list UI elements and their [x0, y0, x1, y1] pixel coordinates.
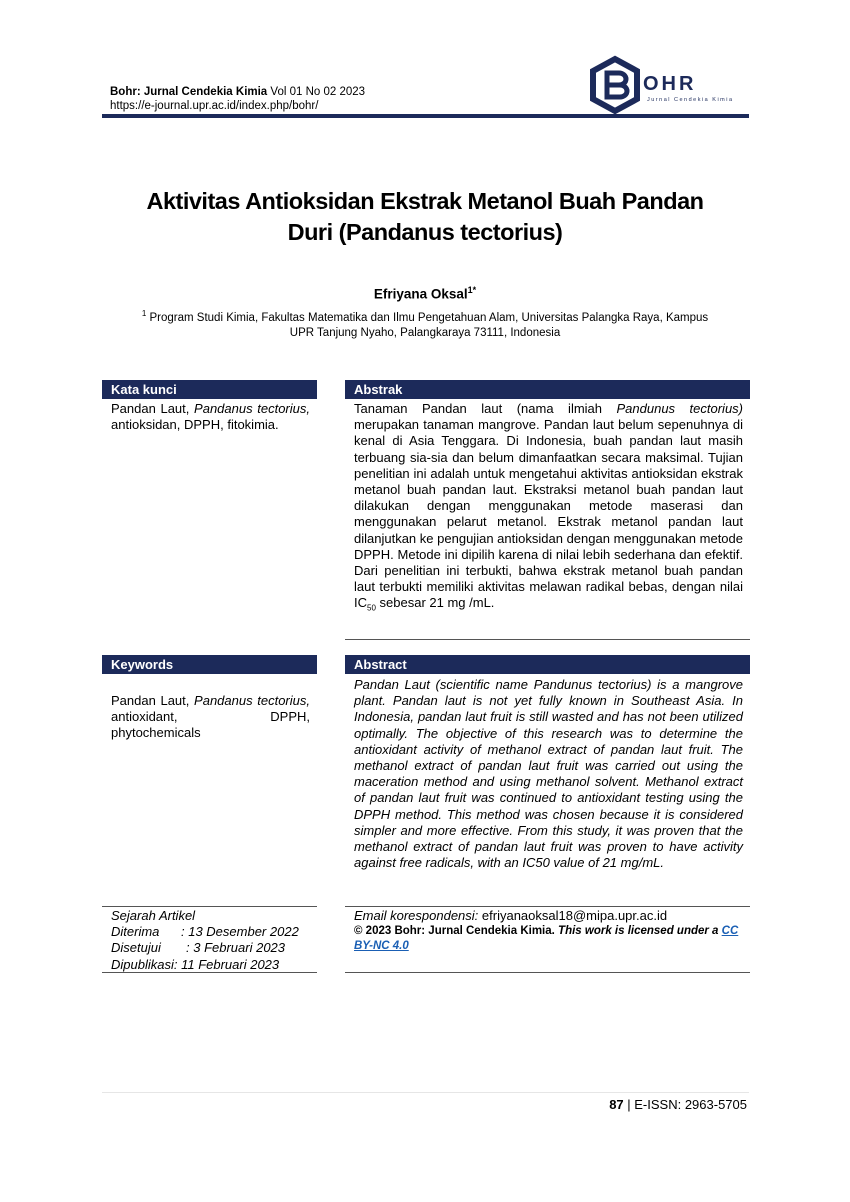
article-title	[100, 186, 750, 248]
abstrak-text: Tanaman Pandan laut (nama ilmiah Pandunus tectorius) merupakan tanaman mangrove. Pandan laut belum sepenuhnya di kenal di Asia Tenggara. Di Indonesia, buah pandan laut masih terbuang sia-sia dan belum dimanfaatkan secara maksimal. Tujian penelitian ini adalah untuk mengetahui aktivitas antioksidan ekstrak metanol buah pandan laut. Ekstraksi metanol buah pandan laut dilakukan dengan menggunakan metode maserasi dan menggunakan pelarut metanol. Ekstrak metanol pandan laut dilanjutkan ke pengujian antioksidan dengan menggunakan metode DPPH. Metode ini dipilih karena di nilai lebih sederhana dan efektif. Dari penelitian ini terbukti, bahwa ekstrak metanol buah pandan laut terbukti memiliki aktivitas melawan radikal bebas, dengan nilai $IC_{50}$ sebesar 21 mg /mL.	[354, 401, 743, 614]
kata-kunci-header: Kata kunci	[102, 380, 317, 399]
license-text: This work is licensed under a	[558, 925, 722, 937]
title-line-1: Aktivitas Antioksidan Ekstrak Metanol Buah Pandan	[146, 188, 704, 214]
affiliation	[102, 306, 748, 341]
header-rule	[102, 114, 749, 118]
page-footer	[450, 1097, 747, 1112]
email-address[interactable]: efriyanaoksal18@mipa.upr.ac.id	[478, 908, 668, 923]
history-rule-top	[102, 906, 317, 907]
abstrak-rule	[345, 639, 750, 640]
logo-subtitle: Jurnal Cendekia Kimia	[647, 97, 734, 103]
correspondence	[354, 908, 749, 924]
history-title: Sejarah Artikel	[111, 908, 196, 923]
received-label: Diterima	[111, 924, 160, 940]
keywords-header: Keywords	[102, 655, 317, 674]
affiliation-line-2: UPR Tanjung Nyaho, Palangkaraya 73111, Indonesia	[289, 326, 561, 339]
license-link[interactable]: CC BY-NC 4.0	[354, 925, 739, 952]
author	[100, 285, 750, 302]
abstract-header: Abstract	[345, 655, 750, 674]
page-number: 87	[609, 1097, 624, 1112]
correspondence-rule-top	[345, 906, 750, 907]
author-mark: 1*	[467, 285, 477, 295]
license	[354, 924, 749, 954]
title-line-2: Duri (Pandanus tectorius)	[287, 219, 563, 245]
accepted-value: : 3 Februari 2023	[186, 940, 286, 956]
issn: | E-ISSN: 2963-5705	[623, 1097, 747, 1112]
logo-text: OHR	[643, 73, 697, 95]
bohr-logo	[585, 55, 750, 115]
abstract-text: Pandan Laut (scientific name Pandunus tectorius) is a mangrove plant. Pandan laut is not yet fully known in Southeast Asia. In Indonesia, pandan laut fruit is still wasted and has not been utilized optimally. The objective of this research was to determine the antioxidant activity of methanol extract of pandan laut fruit. The methanol extract of pandan laut fruit was carried out using the maceration method and using methanol solvent. Methanol extract of pandan laut fruit was continued to antioxidant testing using the DPPH method. This method was chosen because it is considered simpler and more effective. From this study, it was proven that the methanol extract of pandan laut fruit was proven to have activity against free radicals, with an IC50 value of 21 mg/mL.	[354, 677, 743, 871]
journal-url[interactable]: https://e-journal.upr.ac.id/index.php/bohr/	[110, 100, 319, 112]
article-history	[111, 908, 316, 973]
abstrak-header: Abstrak	[345, 380, 750, 399]
footer-rule	[102, 1092, 749, 1093]
keywords-text: Pandan Laut, Pandanus tectorius, antioxidant, DPPH, phytochemicals	[111, 693, 310, 741]
published-value: : 11 Februari 2023	[173, 956, 280, 972]
correspondence-rule-bottom	[345, 972, 750, 973]
email-label: Email korespondensi:	[354, 908, 479, 923]
published-label: Dipublikasi	[111, 956, 174, 972]
affiliation-mark: 1	[141, 309, 147, 318]
accepted-label: Disetujui	[111, 940, 161, 956]
received-value: : 13 Desember 2022	[181, 924, 299, 940]
author-name: Efriyana Oksal	[373, 286, 468, 302]
journal-name: Bohr: Jurnal Cendekia Kimia	[110, 86, 268, 98]
copyright-text: © 2023 Bohr: Jurnal Cendekia Kimia.	[354, 925, 559, 937]
history-rule-bottom	[102, 972, 317, 973]
kata-kunci-text: Pandan Laut, Pandanus tectorius, antioksidan, DPPH, fitokimia.	[111, 401, 310, 433]
affiliation-line-1: Program Studi Kimia, Fakultas Matematika dan Ilmu Pengetahuan Alam, Universitas Palangka Raya, Kampus	[146, 311, 709, 324]
journal-issue: Vol 01 No 02 2023	[267, 86, 366, 98]
journal-citation	[110, 85, 365, 99]
